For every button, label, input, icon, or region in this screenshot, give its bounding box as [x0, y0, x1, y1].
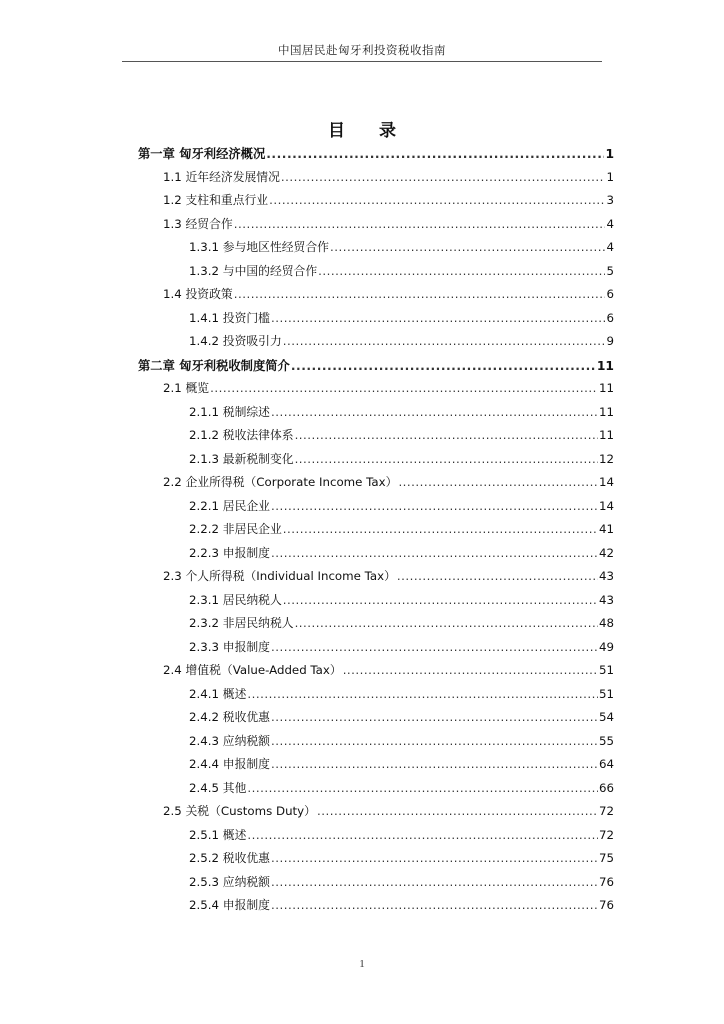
toc-leader-dots — [271, 875, 598, 889]
toc-leader-dots — [283, 334, 606, 348]
toc-entry-page: 64 — [598, 757, 614, 771]
toc-entry[interactable] — [138, 591, 614, 615]
toc-leader-dots — [283, 522, 598, 536]
toc-leader-dots — [271, 499, 598, 513]
toc-leader-dots — [397, 569, 598, 583]
table-of-contents — [138, 144, 614, 920]
toc-entry-label: 2.4.5 其他 — [189, 780, 247, 795]
toc-entry[interactable] — [138, 285, 614, 309]
toc-leader-dots — [247, 687, 598, 701]
toc-entry-label: 2.2.1 居民企业 — [189, 498, 270, 513]
toc-entry-label: 2.5 关税（Customs Duty） — [163, 804, 316, 818]
toc-leader-dots — [281, 170, 606, 184]
toc-leader-dots — [271, 311, 606, 325]
toc-entry[interactable] — [138, 379, 614, 403]
header-rule — [122, 61, 602, 62]
toc-title: 目 录 — [328, 121, 410, 141]
toc-leader-dots — [271, 757, 598, 771]
toc-entry[interactable] — [138, 614, 614, 638]
toc-entry-page: 1 — [606, 169, 614, 184]
toc-entry[interactable] — [138, 661, 614, 685]
toc-entry-page: 54 — [598, 710, 614, 724]
toc-leader-dots — [295, 452, 598, 466]
toc-entry-label: 2.4.3 应纳税额 — [189, 733, 270, 748]
toc-entry-page: 14 — [598, 498, 614, 513]
toc-entry[interactable] — [138, 802, 614, 826]
toc-leader-dots — [330, 240, 606, 254]
toc-leader-dots — [283, 593, 598, 607]
toc-entry-label: 2.5.1 概述 — [189, 827, 247, 842]
toc-entry-page: 6 — [606, 287, 614, 301]
toc-leader-dots — [295, 428, 598, 442]
toc-entry-page: 76 — [598, 874, 614, 889]
toc-entry-label: 2.2.2 非居民企业 — [189, 522, 282, 536]
toc-entry-page: 12 — [598, 451, 614, 466]
toc-entry-label: 1.3 经贸合作 — [163, 216, 233, 231]
toc-entry-label: 2.1 概览 — [163, 381, 210, 395]
toc-entry-page: 4 — [606, 216, 614, 231]
toc-entry-page: 4 — [606, 240, 614, 254]
running-header: 中国居民赴匈牙利投资税收指南 — [278, 43, 446, 57]
toc-entry-label: 1.1 近年经济发展情况 — [163, 169, 280, 184]
toc-leader-dots — [271, 898, 598, 912]
toc-entry-page: 76 — [598, 898, 614, 912]
toc-chapter-entry[interactable] — [138, 356, 614, 380]
toc-entry[interactable] — [138, 332, 614, 356]
toc-entry[interactable] — [138, 168, 614, 192]
toc-chapter-entry[interactable] — [138, 144, 614, 168]
toc-entry-page: 43 — [598, 592, 614, 607]
toc-entry-page: 66 — [598, 780, 614, 795]
toc-entry-page: 51 — [598, 686, 614, 701]
toc-leader-dots — [234, 217, 606, 231]
toc-entry-label: 第二章 匈牙利税收制度简介 — [138, 358, 290, 373]
toc-entry-page: 72 — [598, 827, 614, 842]
toc-entry-page: 5 — [606, 263, 614, 278]
toc-entry[interactable] — [138, 849, 614, 873]
toc-entry-page: 9 — [606, 334, 614, 348]
toc-leader-dots — [247, 781, 598, 795]
toc-leader-dots — [271, 734, 598, 748]
toc-leader-dots — [317, 804, 598, 818]
toc-entry-label: 2.3.1 居民纳税人 — [189, 592, 282, 607]
toc-entry-label: 2.4 增值税（Value-Added Tax） — [163, 663, 342, 677]
toc-entry[interactable] — [138, 567, 614, 591]
toc-leader-dots — [318, 264, 605, 278]
toc-entry-page: 11 — [598, 381, 614, 395]
toc-entry-label: 1.4.1 投资门槛 — [189, 310, 270, 325]
toc-entry[interactable] — [138, 638, 614, 662]
toc-entry-label: 2.3 个人所得税（Individual Income Tax） — [163, 569, 396, 583]
toc-entry[interactable] — [138, 497, 614, 521]
toc-entry-page: 11 — [598, 428, 614, 442]
toc-entry[interactable] — [138, 191, 614, 215]
toc-entry[interactable] — [138, 826, 614, 850]
toc-entry-page: 75 — [598, 851, 614, 865]
toc-entry-label: 2.2 企业所得税（Corporate Income Tax） — [163, 475, 398, 489]
toc-entry[interactable] — [138, 896, 614, 920]
toc-entry-page: 42 — [598, 545, 614, 560]
toc-entry[interactable] — [138, 708, 614, 732]
toc-entry-label: 2.1.1 税制综述 — [189, 404, 270, 419]
toc-entry-page: 3 — [606, 193, 614, 207]
toc-leader-dots — [271, 546, 598, 560]
toc-entry-page: 14 — [598, 475, 614, 489]
toc-entry[interactable] — [138, 544, 614, 568]
toc-entry-label: 1.4.2 投资吸引力 — [189, 334, 282, 348]
toc-leader-dots — [266, 147, 604, 161]
toc-entry[interactable] — [138, 238, 614, 262]
toc-entry-page: 11 — [598, 404, 614, 419]
page-number: 1 — [359, 958, 365, 970]
toc-entry-label: 2.4.1 概述 — [189, 686, 247, 701]
toc-entry[interactable] — [138, 732, 614, 756]
toc-entry[interactable] — [138, 685, 614, 709]
toc-entry-page: 1 — [605, 147, 614, 161]
toc-leader-dots — [247, 828, 598, 842]
toc-entry[interactable] — [138, 755, 614, 779]
toc-entry[interactable] — [138, 262, 614, 286]
toc-leader-dots — [271, 710, 598, 724]
toc-entry[interactable] — [138, 309, 614, 333]
toc-leader-dots — [295, 616, 598, 630]
toc-entry[interactable] — [138, 403, 614, 427]
toc-entry-label: 2.5.2 税收优惠 — [189, 851, 270, 865]
toc-leader-dots — [291, 359, 596, 373]
toc-entry[interactable] — [138, 520, 614, 544]
toc-leader-dots — [271, 851, 598, 865]
toc-entry-page: 51 — [598, 663, 614, 677]
toc-entry-label: 2.3.2 非居民纳税人 — [189, 616, 294, 630]
toc-entry-page: 11 — [596, 358, 614, 373]
toc-leader-dots — [398, 475, 598, 489]
toc-entry-label: 2.5.4 申报制度 — [189, 898, 270, 912]
toc-entry-label: 2.1.3 最新税制变化 — [189, 451, 294, 466]
toc-entry-page: 72 — [598, 804, 614, 818]
toc-entry-label: 2.1.2 税收法律体系 — [189, 428, 294, 442]
toc-entry[interactable] — [138, 215, 614, 239]
toc-entry-page: 43 — [598, 569, 614, 583]
toc-entry-label: 1.3.2 与中国的经贸合作 — [189, 263, 318, 278]
toc-entry[interactable] — [138, 779, 614, 803]
toc-entry[interactable] — [138, 450, 614, 474]
toc-leader-dots — [269, 193, 605, 207]
toc-leader-dots — [271, 640, 598, 654]
toc-entry-label: 1.4 投资政策 — [163, 287, 233, 301]
toc-leader-dots — [271, 405, 598, 419]
toc-entry-page: 6 — [606, 310, 614, 325]
toc-entry-page: 48 — [598, 616, 614, 630]
toc-entry[interactable] — [138, 873, 614, 897]
toc-entry-label: 2.4.2 税收优惠 — [189, 710, 270, 724]
toc-leader-dots — [343, 663, 598, 677]
toc-entry-label: 2.2.3 申报制度 — [189, 545, 270, 560]
toc-entry-page: 55 — [598, 733, 614, 748]
toc-entry-label: 第一章 匈牙利经济概况 — [138, 147, 266, 161]
toc-entry[interactable] — [138, 426, 614, 450]
toc-entry-label: 1.2 支柱和重点行业 — [163, 193, 269, 207]
toc-leader-dots — [210, 381, 598, 395]
toc-entry-page: 49 — [598, 639, 614, 654]
toc-entry-label: 2.3.3 申报制度 — [189, 639, 270, 654]
toc-entry-label: 2.4.4 申报制度 — [189, 757, 270, 771]
toc-entry[interactable] — [138, 473, 614, 497]
toc-entry-label: 2.5.3 应纳税额 — [189, 874, 270, 889]
toc-entry-label: 1.3.1 参与地区性经贸合作 — [189, 240, 329, 254]
toc-entry-page: 41 — [598, 522, 614, 536]
toc-leader-dots — [234, 287, 606, 301]
